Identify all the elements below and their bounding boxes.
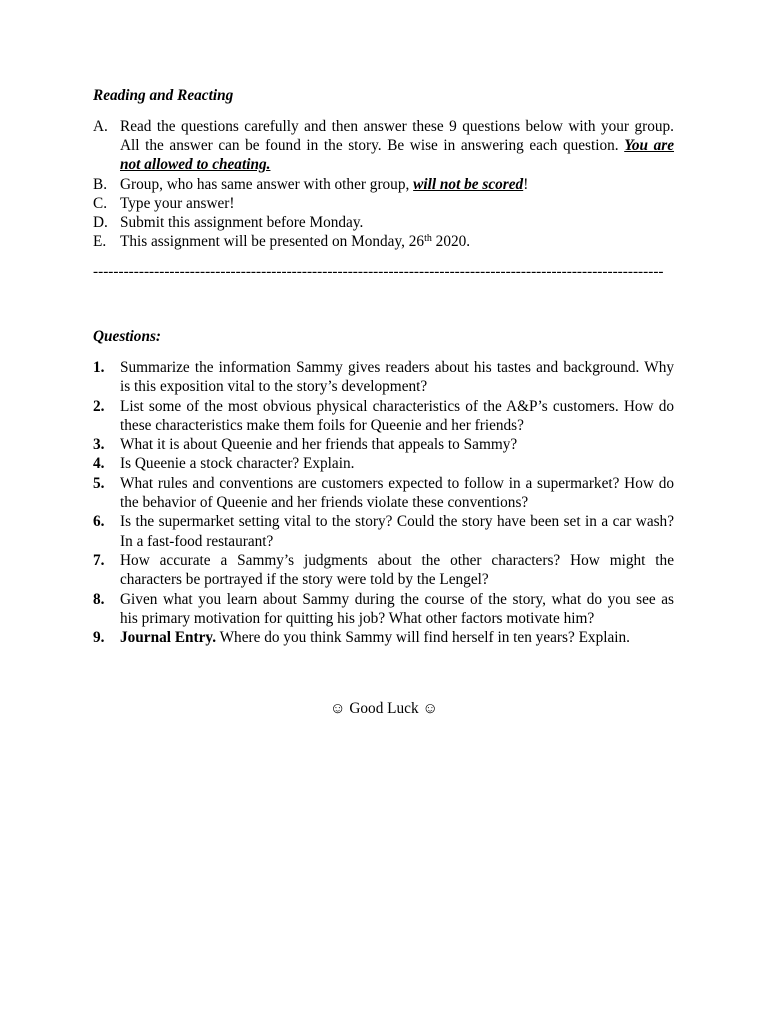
question-body <box>120 358 674 397</box>
instruction-line <box>120 136 674 155</box>
questions-list <box>93 358 674 647</box>
question-line <box>120 474 674 493</box>
question-line <box>120 512 674 531</box>
question-item-7 <box>93 551 674 590</box>
question-line <box>120 590 674 609</box>
question-line <box>120 493 674 512</box>
question-body <box>120 454 674 473</box>
question-number: 9. <box>93 629 105 647</box>
question-number: 3. <box>93 436 105 454</box>
question-text: his primary motivation for quitting his job? What other factors motivate him? <box>120 609 595 627</box>
question-item-6 <box>93 512 674 551</box>
question-text: In a fast-food restaurant? <box>120 532 274 550</box>
instruction-body <box>120 175 674 194</box>
question-body <box>120 474 674 513</box>
question-item-5 <box>93 474 674 513</box>
question-number: 4. <box>93 455 105 473</box>
question-item-1 <box>93 358 674 397</box>
question-text: these characteristics make them foils for Queenie and her friends? <box>120 416 524 434</box>
ordinal-superscript: th <box>424 233 432 245</box>
instruction-body <box>120 117 674 175</box>
question-text: What it is about Queenie and her friends that appeals to Sammy? <box>120 436 518 454</box>
question-text: is this exposition vital to the story’s development? <box>120 378 428 396</box>
question-body <box>120 512 674 551</box>
question-number: 5. <box>93 474 105 492</box>
instruction-text: Group, who has same answer with other group, <box>120 175 410 193</box>
question-text: List some of the most obvious physical characteristics of the A&P’s customers. How do <box>120 397 674 415</box>
question-line <box>120 628 674 647</box>
instruction-suffix: ! <box>523 175 529 193</box>
question-text: Where do you think Sammy will find herself in ten years? Explain. <box>219 629 630 647</box>
question-text: characters be portrayed if the story were told by the Lengel? <box>120 571 489 589</box>
question-item-2 <box>93 397 674 436</box>
question-text: the behavior of Queenie and her friends violate these conventions? <box>120 494 529 512</box>
question-number: 1. <box>93 359 105 376</box>
question-item-4 <box>93 454 674 473</box>
instruction-suffix: 2020. <box>435 233 471 251</box>
instruction-item-d <box>93 213 674 232</box>
instructions-list <box>93 117 674 251</box>
instruction-text: Submit this assignment before Monday. <box>120 214 364 232</box>
instruction-line <box>120 175 674 194</box>
question-body <box>120 628 674 647</box>
question-body <box>120 590 674 629</box>
instruction-label: C. <box>93 194 108 212</box>
cheating-warning: not allowed to cheating. <box>120 156 271 174</box>
question-line <box>120 551 674 570</box>
question-line <box>120 570 674 589</box>
instruction-line <box>120 213 674 232</box>
instruction-text: All the answer can be found in the story. Be wise in answering each question. <box>120 137 619 155</box>
question-line <box>120 397 674 416</box>
good-luck-closing: ☺ Good Luck ☺ <box>329 700 439 717</box>
question-text: What rules and conventions are customers expected to follow in a supermarket? How do <box>120 474 674 492</box>
question-item-3 <box>93 435 674 454</box>
question-body <box>120 397 674 436</box>
instruction-line <box>120 117 674 136</box>
question-line <box>120 454 674 473</box>
question-number: 8. <box>93 590 105 608</box>
section-heading: Reading and Reacting <box>93 87 234 104</box>
question-line <box>120 435 674 454</box>
instruction-line <box>120 194 674 213</box>
instruction-item-c <box>93 194 674 213</box>
question-line <box>120 358 674 377</box>
instruction-text: Type your answer! <box>120 194 235 212</box>
instruction-label: B. <box>93 175 108 193</box>
question-line <box>120 416 674 435</box>
journal-entry-lead: Journal Entry. <box>120 629 217 647</box>
question-text: Summarize the information Sammy gives readers about his tastes and background. Why <box>120 359 674 376</box>
question-body <box>120 551 674 590</box>
instruction-label: E. <box>93 233 107 251</box>
questions-heading: Questions: <box>93 328 161 345</box>
question-text: How accurate a Sammy’s judgments about the other characters? How might the <box>120 551 674 569</box>
instruction-label: D. <box>93 214 108 232</box>
question-item-8 <box>93 590 674 629</box>
instruction-item-e <box>93 232 674 251</box>
question-number: 2. <box>93 397 105 415</box>
instruction-item-b <box>93 175 674 194</box>
instruction-text: This assignment will be presented on Monday, 26 <box>120 233 425 251</box>
dashed-separator: ---------------------------------------------------------------------------------------------------------------- <box>93 263 664 280</box>
instruction-label: A. <box>93 118 108 135</box>
instruction-body <box>120 194 674 213</box>
question-number: 6. <box>93 513 105 531</box>
question-body <box>120 435 674 454</box>
question-text: Given what you learn about Sammy during the course of the story, what do you see as <box>120 590 674 608</box>
instruction-line <box>120 155 674 174</box>
question-item-9 <box>93 628 674 647</box>
question-line <box>120 532 674 551</box>
question-number: 7. <box>93 551 105 569</box>
instruction-body <box>120 213 674 232</box>
question-line <box>120 377 674 396</box>
cheating-warning: You are <box>624 137 675 155</box>
question-text: Is Queenie a stock character? Explain. <box>120 455 355 473</box>
question-text: Is the supermarket setting vital to the story? Could the story have been set in a car wash? <box>120 513 674 531</box>
instruction-body <box>120 232 674 251</box>
instruction-line <box>120 232 674 251</box>
instruction-item-a <box>93 117 674 175</box>
question-line <box>120 609 674 628</box>
instruction-text: Read the questions carefully and then answer these 9 questions below with your group. <box>120 118 674 135</box>
scoring-warning: will not be scored <box>413 175 524 193</box>
